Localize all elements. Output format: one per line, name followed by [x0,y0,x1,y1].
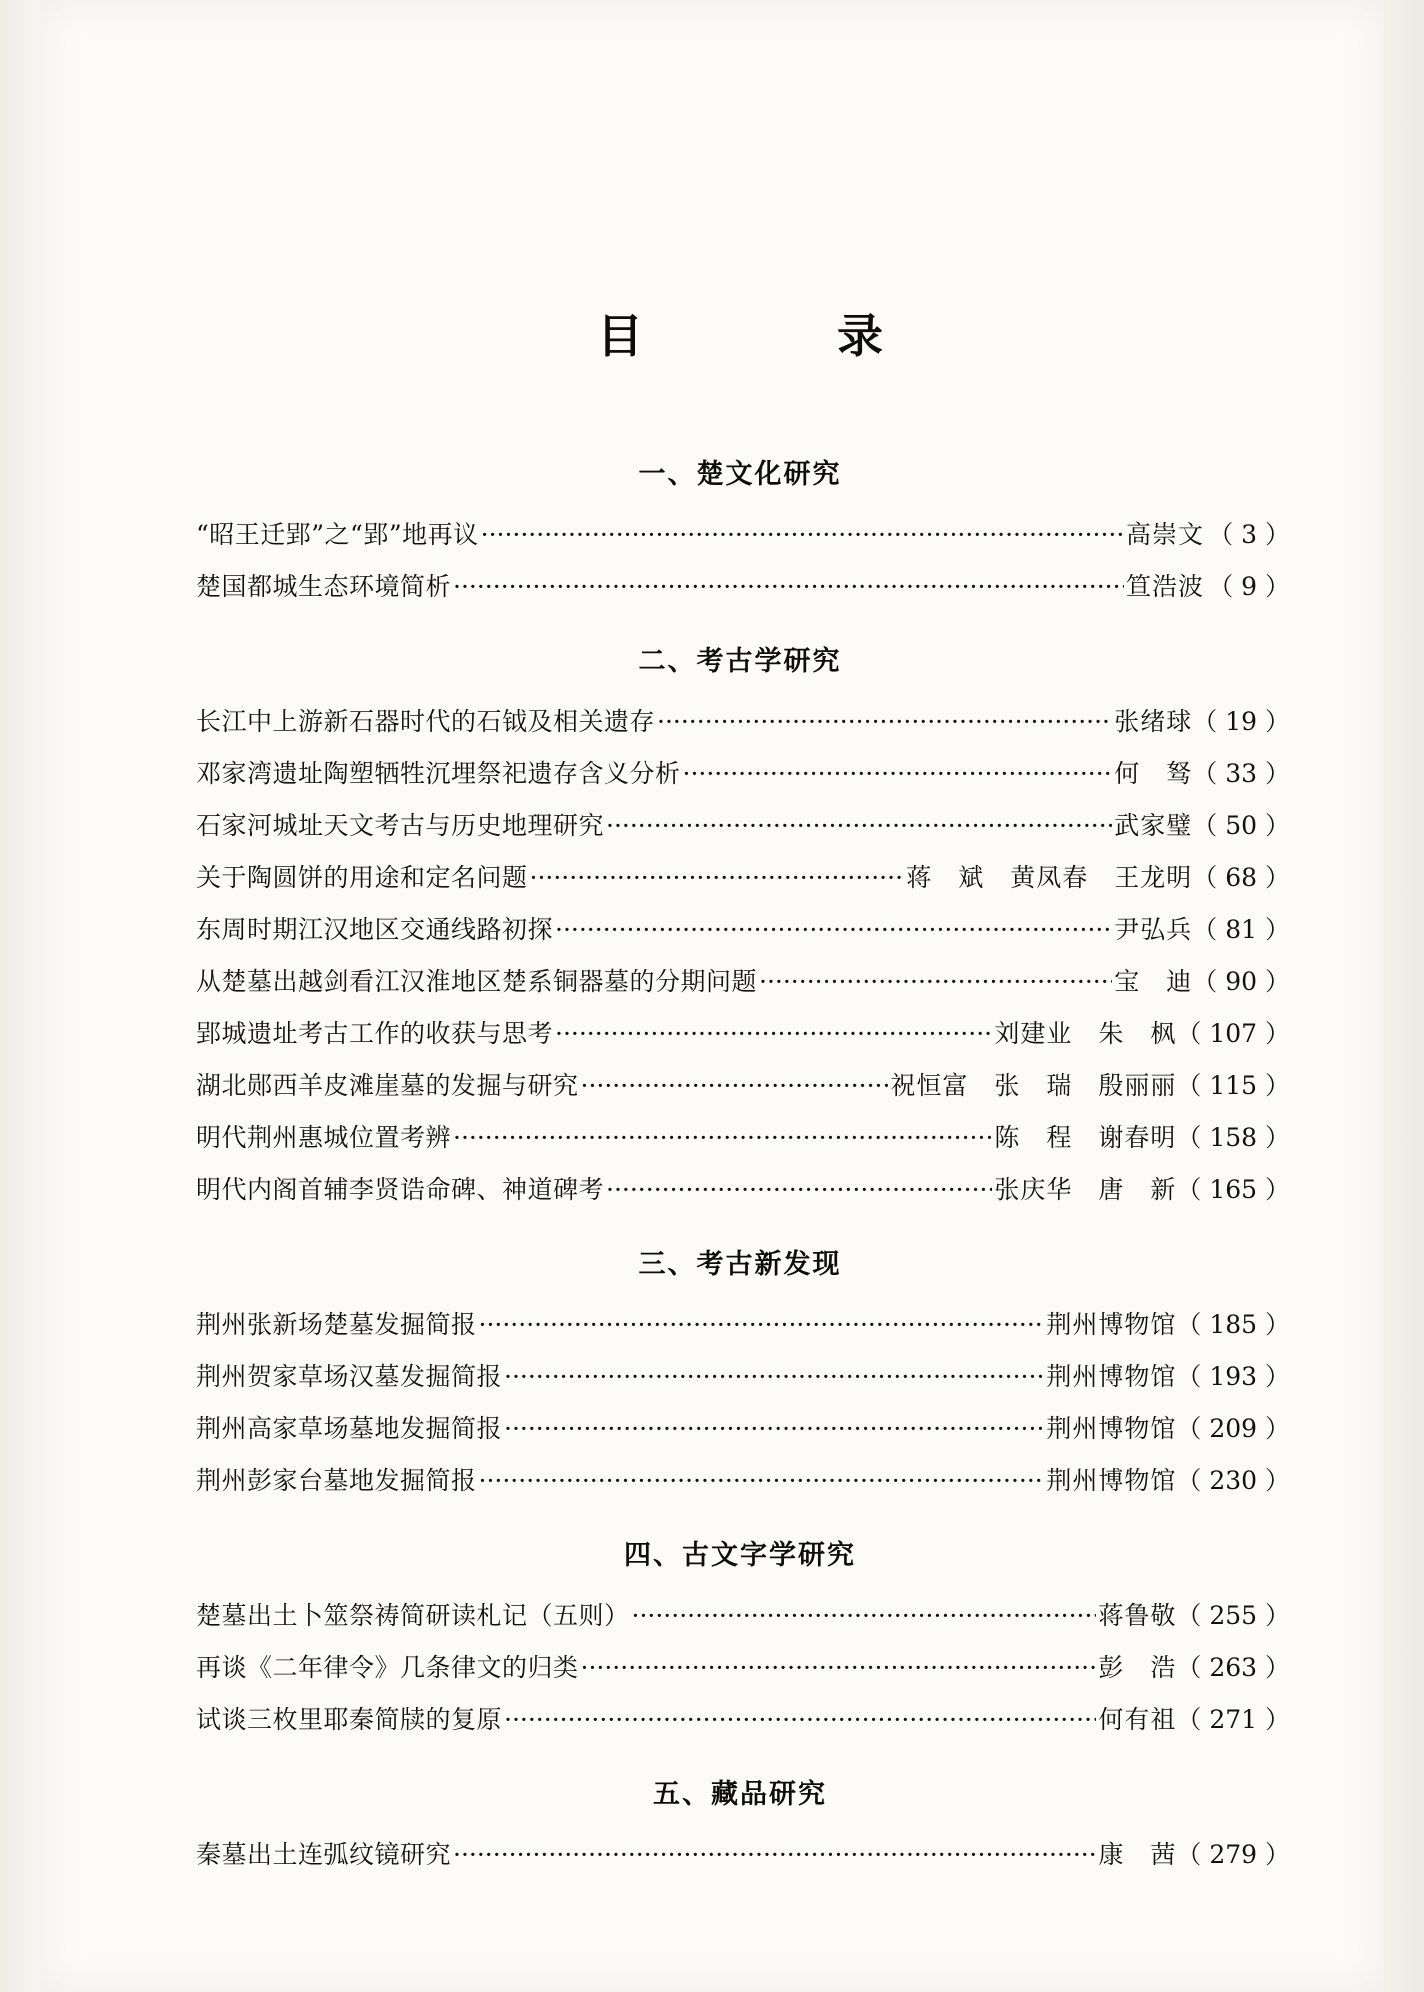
entry-page: （ 81 ） [1192,915,1290,944]
toc-entry[interactable] [190,1112,1290,1164]
entry-page: （ 33 ） [1192,759,1290,788]
entry-authors: 彭 浩 [1098,1653,1177,1682]
entry-title: 东周时期江汉地区交通线路初探 [196,915,554,944]
section-heading: 一、楚文化研究 [638,459,842,490]
leader-dots [581,1642,1097,1694]
entry-page: （ 185 ） [1176,1310,1290,1339]
toc-entry[interactable] [190,1060,1290,1112]
entry-title: 明代荆州惠城位置考辨 [196,1123,452,1152]
toc-section [190,1772,1290,1881]
entry-title: 邓家湾遗址陶塑牺牲沉埋祭祀遗存含义分析 [196,759,681,788]
entry-title: 荆州贺家草场汉墓发掘简报 [196,1362,503,1391]
toc-entry[interactable] [190,509,1290,561]
entry-title: 楚墓出土卜筮祭祷简研读札记（五则） [196,1601,630,1630]
leader-dots [606,800,1112,852]
toc-entry[interactable] [190,748,1290,800]
entry-authors: 高崇文 [1125,520,1204,549]
paper-sheet [40,0,1384,1992]
entry-page: （ 209 ） [1176,1414,1290,1443]
toc-section [190,639,1290,1216]
leader-dots [453,1112,992,1164]
entry-authors: 蒋 斌 黄凤春 王龙明 [906,863,1193,892]
toc-entry[interactable] [190,561,1290,613]
toc-entry[interactable] [190,1642,1290,1694]
leader-dots [479,1455,1045,1507]
entry-page: （ 68 ） [1192,863,1290,892]
entry-page: （ 107 ） [1176,1019,1290,1048]
leader-dots [555,904,1112,956]
entry-title: 关于陶圆饼的用途和定名问题 [196,863,528,892]
entry-page: （ 9 ） [1208,572,1290,601]
leader-dots [530,852,905,904]
entry-page: （ 158 ） [1176,1123,1290,1152]
toc-entry[interactable] [190,800,1290,852]
entry-authors: 尹弘兵 [1114,915,1193,944]
table-of-contents [190,300,1290,1887]
entry-page: （ 19 ） [1192,707,1290,736]
toc-section [190,452,1290,613]
entry-title: 楚国都城生态环境简析 [196,572,452,601]
toc-entry[interactable] [190,1164,1290,1216]
entry-authors: 刘建业 朱 枫 [994,1019,1177,1048]
toc-entry[interactable] [190,1590,1290,1642]
toc-entry[interactable] [190,956,1290,1008]
leader-dots [657,696,1112,748]
section-heading: 二、考古学研究 [638,646,842,677]
section-heading: 三、考古新发现 [638,1249,842,1280]
entry-title: 长江中上游新石器时代的石钺及相关遗存 [196,707,656,736]
entry-title: 石家河城址天文考古与历史地理研究 [196,811,605,840]
entry-authors: 笪浩波 [1125,572,1204,601]
entry-authors: 何有祖 [1098,1705,1177,1734]
toc-entry[interactable] [190,1403,1290,1455]
entry-title: 荆州张新场楚墓发掘简报 [196,1310,477,1339]
toc-entry[interactable] [190,1694,1290,1746]
leader-dots [479,1299,1045,1351]
entry-authors: 康 茜 [1098,1840,1177,1869]
entry-title: 从楚墓出越剑看江汉淮地区楚系铜器墓的分期问题 [196,967,758,996]
entry-title: “昭王迁郢”之“郢”地再议 [196,520,479,549]
leader-dots [581,1060,889,1112]
entry-page: （ 230 ） [1176,1466,1290,1495]
entry-page: （ 255 ） [1176,1601,1290,1630]
leader-dots [504,1351,1044,1403]
entry-title: 荆州高家草场墓地发掘简报 [196,1414,503,1443]
entry-authors: 荆州博物馆 [1046,1310,1177,1339]
toc-entry[interactable] [190,1455,1290,1507]
toc-entry[interactable] [190,1351,1290,1403]
entry-authors: 张绪球 [1114,707,1193,736]
entry-page: （ 3 ） [1208,520,1290,549]
leader-dots [683,748,1113,800]
entry-page: （ 50 ） [1192,811,1290,840]
section-heading: 四、古文字学研究 [624,1540,856,1571]
entry-title: 秦墓出土连弧纹镜研究 [196,1840,452,1869]
entry-page: （ 165 ） [1176,1175,1290,1204]
leader-dots [504,1694,1096,1746]
toc-entry[interactable] [190,904,1290,956]
leader-dots [606,1164,992,1216]
entry-authors: 武家璧 [1114,811,1193,840]
entry-authors: 祝恒富 张 瑞 殷丽丽 [890,1071,1177,1100]
entry-title: 再谈《二年律令》几条律文的归类 [196,1653,579,1682]
entry-title: 明代内阁首辅李贤诰命碑、神道碑考 [196,1175,605,1204]
section-heading: 五、藏品研究 [653,1779,827,1810]
entry-title: 荆州彭家台墓地发掘简报 [196,1466,477,1495]
entry-authors: 蒋鲁敬 [1098,1601,1177,1630]
leader-dots [759,956,1112,1008]
entry-page: （ 115 ） [1176,1071,1290,1100]
leader-dots [632,1590,1097,1642]
leader-dots [555,1008,992,1060]
toc-entry[interactable] [190,852,1290,904]
toc-entry[interactable] [190,1829,1290,1881]
toc-entry[interactable] [190,1008,1290,1060]
page-title: 目 录 [597,309,917,363]
entry-authors: 张庆华 唐 新 [994,1175,1177,1204]
entry-authors: 荆州博物馆 [1046,1362,1177,1391]
entry-page: （ 279 ） [1176,1840,1290,1869]
entry-page: （ 271 ） [1176,1705,1290,1734]
entry-page: （ 193 ） [1176,1362,1290,1391]
entry-authors: 陈 程 谢春明 [994,1123,1177,1152]
leader-dots [481,509,1124,561]
entry-page: （ 263 ） [1176,1653,1290,1682]
toc-entry[interactable] [190,696,1290,748]
entry-title: 湖北郧西羊皮滩崖墓的发掘与研究 [196,1071,579,1100]
leader-dots [504,1403,1044,1455]
entry-title: 郢城遗址考古工作的收获与思考 [196,1019,554,1048]
leader-dots [453,1829,1096,1881]
entry-page: （ 90 ） [1192,967,1290,996]
entry-authors: 荆州博物馆 [1046,1466,1177,1495]
toc-entry[interactable] [190,1299,1290,1351]
toc-section [190,1533,1290,1746]
leader-dots [453,561,1124,613]
entry-authors: 何 驽 [1114,759,1193,788]
entry-authors: 荆州博物馆 [1046,1414,1177,1443]
entry-title: 试谈三枚里耶秦简牍的复原 [196,1705,503,1734]
entry-authors: 宝 迪 [1114,967,1193,996]
toc-section [190,1242,1290,1507]
